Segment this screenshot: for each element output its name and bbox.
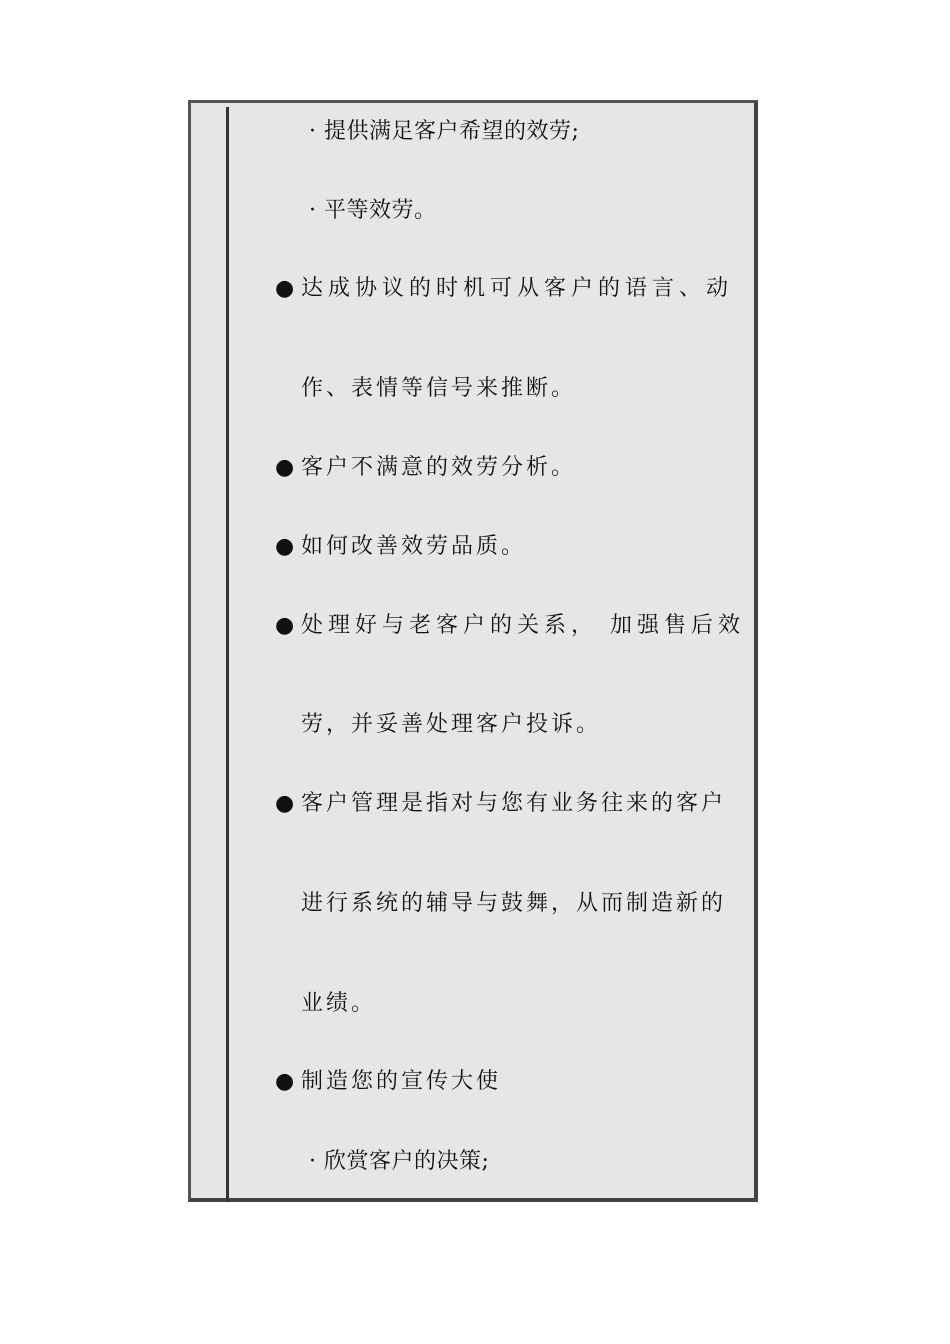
bullet-item-line: 如何改善效劳品质。 <box>301 534 527 559</box>
bullet-icon: ● <box>275 613 295 638</box>
left-margin-rule <box>226 107 229 1202</box>
bullet-icon: ● <box>275 1069 295 1094</box>
sub-item-line: · 平等效劳。 <box>309 198 437 223</box>
bullet-item-line: 达成协议的时机可从客户的语言、动 <box>301 276 734 301</box>
bullet-item-line: 处理好与老客户的关系， 加强售后效 <box>301 613 745 638</box>
bullet-item-line: 制造您的宣传大使 <box>301 1069 502 1094</box>
continuation-line: 进行系统的辅导与鼓舞，从而制造新的 <box>301 891 727 916</box>
bullet-icon: ● <box>275 534 295 559</box>
sub-item-line: · 欣赏客户的决策; <box>309 1149 490 1174</box>
content-panel <box>188 100 758 1202</box>
bullet-icon: ● <box>275 791 295 816</box>
bullet-icon: ● <box>275 455 295 480</box>
continuation-line: 业绩。 <box>301 991 377 1016</box>
continuation-line: 作、表情等信号来推断。 <box>301 376 577 401</box>
continuation-line: 劳，并妥善处理客户投诉。 <box>301 712 602 737</box>
bullet-item-line: 客户不满意的效劳分析。 <box>301 455 577 480</box>
sub-item-line: · 提供满足客户希望的效劳; <box>309 119 580 144</box>
bullet-icon: ● <box>275 276 295 301</box>
bullet-item-line: 客户管理是指对与您有业务往来的客户 <box>301 791 727 816</box>
